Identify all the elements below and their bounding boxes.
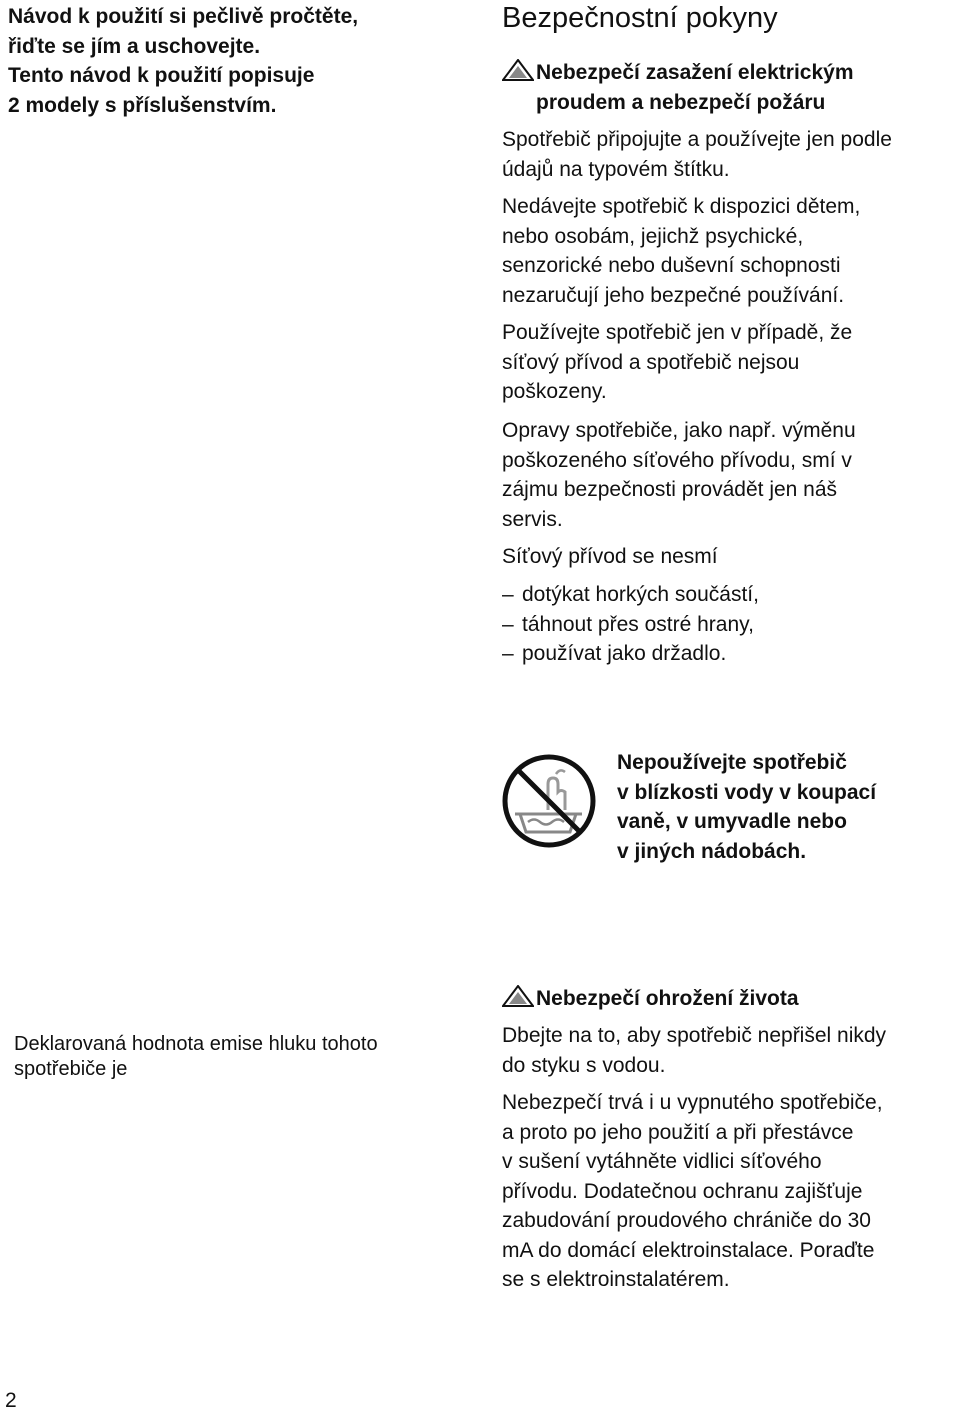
paragraph-children <box>502 192 860 310</box>
paragraph-line: mA do domácí elektroinstalace. Poraďte <box>502 1238 875 1262</box>
bath-warning-text <box>617 748 876 866</box>
paragraph-line: a proto po jeho použití a při přestávce <box>502 1120 854 1144</box>
paragraph-line: servis. <box>502 507 563 531</box>
dash-bullet: – <box>502 583 514 606</box>
paragraph-line: se s elektroinstalatérem. <box>502 1268 730 1291</box>
paragraph-line: zájmu bezpečnosti provádět jen náš <box>502 478 838 501</box>
paragraph-line: Spotřebič připojujte a používejte jen podle <box>502 128 892 151</box>
paragraph-unplug <box>502 1088 883 1295</box>
paragraph-line: zabudování proudového chrániče do 30 <box>502 1209 871 1232</box>
paragraph-line: v sušení vytáhněte vidlici síťového <box>502 1150 822 1173</box>
list-item-text: táhnout přes ostré hrany, <box>522 612 754 636</box>
bath-warning-line: v jiných nádobách. <box>617 839 807 863</box>
paragraph-line: poškozeny. <box>502 380 607 403</box>
warning-line: Nebezpečí zasažení elektrickým <box>536 61 854 84</box>
paragraph-line: Nebezpečí trvá i u vypnutého spotřebiče, <box>502 1091 883 1114</box>
paragraph-damage <box>502 318 852 407</box>
paragraph-line: poškozeného síťového přívodu, smí v <box>502 448 852 472</box>
warning-electric-heading <box>502 58 942 118</box>
warning-triangle-icon <box>502 59 534 81</box>
intro-line: Tento návod k použití popisuje <box>8 64 315 87</box>
list-item <box>502 580 759 610</box>
noise-line: Deklarovaná hodnota emise hluku tohoto <box>14 1033 378 1055</box>
bath-warning-line: vaně, v umyvadle nebo <box>617 810 847 833</box>
warning-triangle-icon <box>502 985 534 1007</box>
list-item-text: dotýkat horkých součástí, <box>522 583 759 606</box>
cord-restrictions-list <box>502 580 759 669</box>
intro-line: 2 modely s příslušenstvím. <box>8 93 277 117</box>
dash-bullet: – <box>502 642 514 665</box>
list-item-text: používat jako držadlo. <box>522 642 727 665</box>
noise-line: spotřebiče je <box>14 1057 128 1080</box>
paragraph-line: senzorické nebo duševní schopnosti <box>502 254 841 277</box>
paragraph-line: nezaručují jeho bezpečné používání. <box>502 283 845 307</box>
intro-notice <box>8 2 428 120</box>
warning-line: proudem a nebezpečí požáru <box>536 91 826 114</box>
page-number: 2 <box>5 1389 17 1412</box>
noise-declaration <box>14 1032 378 1081</box>
paragraph-water-contact <box>502 1021 886 1080</box>
paragraph-line: Síťový přívod se nesmí <box>502 545 718 568</box>
intro-line: řiďte se jím a uschovejte. <box>8 34 261 58</box>
paragraph-line: Používejte spotřebič jen v případě, že <box>502 321 853 344</box>
paragraph-line: údajů na typovém štítku. <box>502 157 730 181</box>
paragraph-line: síťový přívod a spotřebič nejsou <box>502 350 800 374</box>
no-water-icon <box>500 752 598 850</box>
warning-life-heading <box>502 984 942 1014</box>
paragraph-line: Opravy spotřebiče, jako např. výměnu <box>502 419 856 442</box>
paragraph-line: do styku s vodou. <box>502 1053 666 1077</box>
list-item <box>502 610 759 640</box>
paragraph-line: nebo osobám, jejichž psychické, <box>502 224 804 248</box>
bath-warning-line: Nepoužívejte spotřebič <box>617 751 847 774</box>
paragraph-line: Dbejte na to, aby spotřebič nepřišel nikdy <box>502 1024 887 1047</box>
page-title: Bezpečnostní pokyny <box>502 2 778 34</box>
paragraph-line: Nedávejte spotřebič k dispozici dětem, <box>502 195 861 218</box>
list-item <box>502 639 759 669</box>
paragraph-rating-plate <box>502 125 892 184</box>
bath-warning-line: v blízkosti vody v koupací <box>617 780 877 804</box>
paragraph-line: přívodu. Dodatečnou ochranu zajišťuje <box>502 1179 863 1203</box>
paragraph-cord <box>502 542 718 572</box>
warning-heading-text: Nebezpečí ohrožení života <box>536 987 799 1010</box>
dash-bullet: – <box>502 612 514 636</box>
intro-line: Návod k použití si pečlivě pročtěte, <box>8 5 359 28</box>
paragraph-repairs <box>502 416 856 534</box>
